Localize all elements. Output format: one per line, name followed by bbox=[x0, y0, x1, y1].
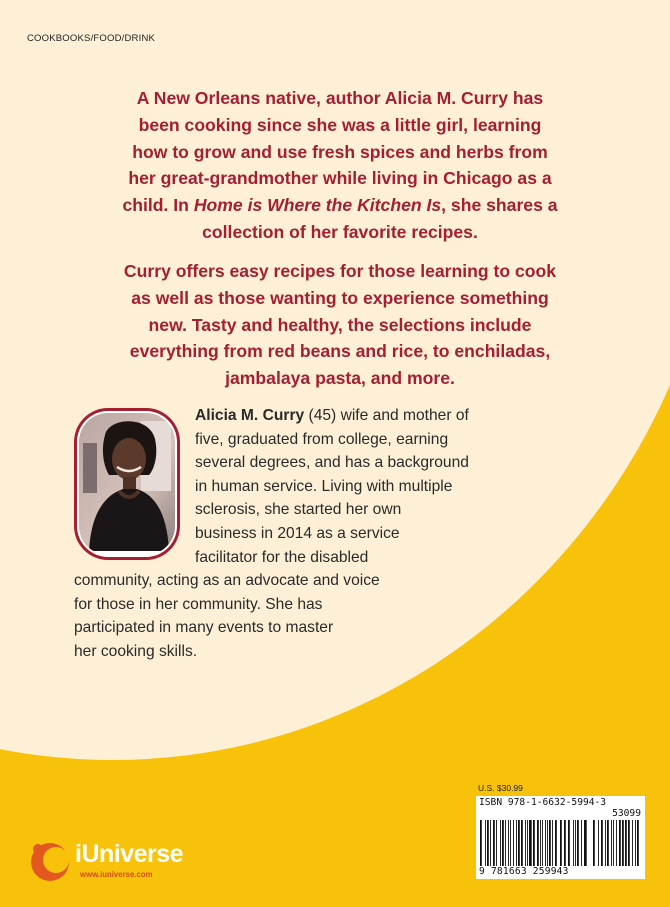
barcode-bar bbox=[560, 820, 562, 866]
blurb-line: new. Tasty and healthy, the selections include bbox=[148, 314, 532, 335]
barcode-bar bbox=[496, 820, 497, 866]
bio-line: her cooking skills. bbox=[74, 643, 198, 660]
barcode-bar bbox=[518, 820, 520, 866]
barcode-bar bbox=[632, 820, 633, 866]
iuniverse-logo-icon bbox=[28, 840, 76, 882]
barcode-block bbox=[476, 796, 645, 879]
bio-line: five, graduated from college, earning bbox=[195, 430, 449, 448]
author-photo-border bbox=[77, 411, 177, 557]
barcode-bar bbox=[480, 820, 482, 866]
blurb-line: everything from red beans and rice, to enchiladas, bbox=[129, 341, 551, 362]
blurb-text: , she shares a bbox=[441, 195, 558, 216]
author-portrait bbox=[79, 413, 175, 551]
blurb-line: Curry offers easy recipes for those learning to cook bbox=[123, 261, 557, 281]
barcode-bar bbox=[521, 820, 523, 866]
description-paragraph-1 bbox=[70, 85, 610, 246]
price-code: 53099 bbox=[612, 808, 641, 819]
bio-line: community, acting as an advocate and voice bbox=[74, 572, 380, 590]
price-label: U.S. $30.99 bbox=[478, 783, 523, 793]
blurb-line: how to grow and use fresh spices and herbs from bbox=[132, 141, 548, 162]
barcode-bar bbox=[564, 820, 566, 866]
barcode-bar bbox=[485, 820, 486, 866]
bio-line: participated in many events to master bbox=[74, 619, 334, 637]
bio-line: business in 2014 as a service bbox=[195, 525, 400, 542]
barcode-bar bbox=[487, 820, 489, 866]
barcode-bar bbox=[613, 820, 614, 866]
book-title: Home is Where the Kitchen Is bbox=[193, 195, 442, 216]
blurb-text: child. In bbox=[122, 195, 194, 216]
price-barcode bbox=[592, 820, 640, 866]
barcode-bar bbox=[493, 820, 495, 866]
barcode-bar bbox=[527, 820, 528, 866]
barcode-bar bbox=[584, 820, 587, 866]
logo-wordmark: iUniverse bbox=[75, 840, 184, 868]
barcode-bar bbox=[502, 820, 504, 866]
barcode-number: 9 781663 259943 bbox=[479, 866, 569, 877]
barcode-bar bbox=[549, 820, 551, 866]
blurb-line: been cooking since she was a little girl, learning bbox=[138, 114, 542, 135]
barcode-bar bbox=[525, 820, 526, 866]
barcode-bar bbox=[540, 820, 541, 866]
blurb-line: jambalaya pasta, and more. bbox=[225, 368, 455, 389]
barcode-bar bbox=[601, 820, 603, 866]
publisher-url: www.iuniverse.com bbox=[80, 870, 153, 879]
barcode-bar bbox=[490, 820, 491, 866]
publisher-logo bbox=[28, 840, 218, 892]
barcode-bar bbox=[625, 820, 627, 866]
ean13-barcode bbox=[479, 820, 589, 866]
barcode-bar bbox=[529, 820, 532, 866]
barcode-bar bbox=[575, 820, 576, 866]
barcode-bar bbox=[542, 820, 543, 866]
bio-line: facilitator for the disabled bbox=[195, 548, 369, 566]
bio-line: several degrees, and has a background bbox=[195, 454, 469, 472]
blurb-line: her great-grandmother while living in Chicago as a bbox=[128, 168, 552, 189]
barcode-bar bbox=[508, 820, 509, 866]
barcode-bar bbox=[573, 820, 574, 866]
barcode-bar bbox=[637, 820, 639, 866]
bio-line: in human service. Living with multiple bbox=[195, 477, 453, 495]
blurb-line: collection of her favorite recipes. bbox=[202, 221, 478, 242]
barcode-bar bbox=[577, 820, 579, 866]
barcode-bar bbox=[533, 820, 535, 866]
barcode-bar bbox=[552, 820, 553, 866]
blurb-line: A New Orleans native, author Alicia M. Curry has bbox=[136, 88, 544, 108]
blurb-line: as well as those wanting to experience something bbox=[131, 287, 549, 308]
barcode-bar bbox=[513, 820, 514, 866]
barcode-bar bbox=[555, 820, 557, 866]
bio-text: (45) wife and mother of bbox=[304, 407, 469, 424]
barcode-bar bbox=[505, 820, 506, 866]
barcode-bar bbox=[500, 820, 501, 866]
barcode-bar bbox=[605, 820, 606, 866]
author-photo-frame bbox=[74, 408, 180, 560]
barcode-bar bbox=[628, 820, 630, 866]
isbn-label: ISBN 978-1-6632-5994-3 bbox=[479, 797, 607, 808]
barcode-bar bbox=[622, 820, 624, 866]
description-paragraph-2 bbox=[70, 258, 610, 392]
barcode-bar bbox=[607, 820, 609, 866]
blurb-line bbox=[70, 192, 610, 219]
author-name: Alicia M. Curry bbox=[195, 407, 305, 424]
bio-line: sclerosis, she started her own bbox=[195, 501, 402, 519]
barcode-bar bbox=[593, 820, 595, 866]
bio-line: for those in her community. She has bbox=[74, 595, 323, 613]
author-photo bbox=[79, 413, 175, 555]
barcode-bar bbox=[635, 820, 636, 866]
bio-line bbox=[195, 404, 469, 428]
barcode-bar bbox=[619, 820, 621, 866]
barcode-bar bbox=[616, 820, 617, 866]
barcode-bar bbox=[545, 820, 546, 866]
barcode-bar bbox=[516, 820, 517, 866]
barcode-bar bbox=[547, 820, 548, 866]
barcode-bar bbox=[581, 820, 582, 866]
category-label: COOKBOOKS/FOOD/DRINK bbox=[27, 33, 156, 44]
barcode-bar bbox=[510, 820, 511, 866]
barcode-bar bbox=[537, 820, 539, 866]
barcode-bar bbox=[568, 820, 570, 866]
barcode-bar bbox=[598, 820, 599, 866]
barcode-bar bbox=[611, 820, 612, 866]
